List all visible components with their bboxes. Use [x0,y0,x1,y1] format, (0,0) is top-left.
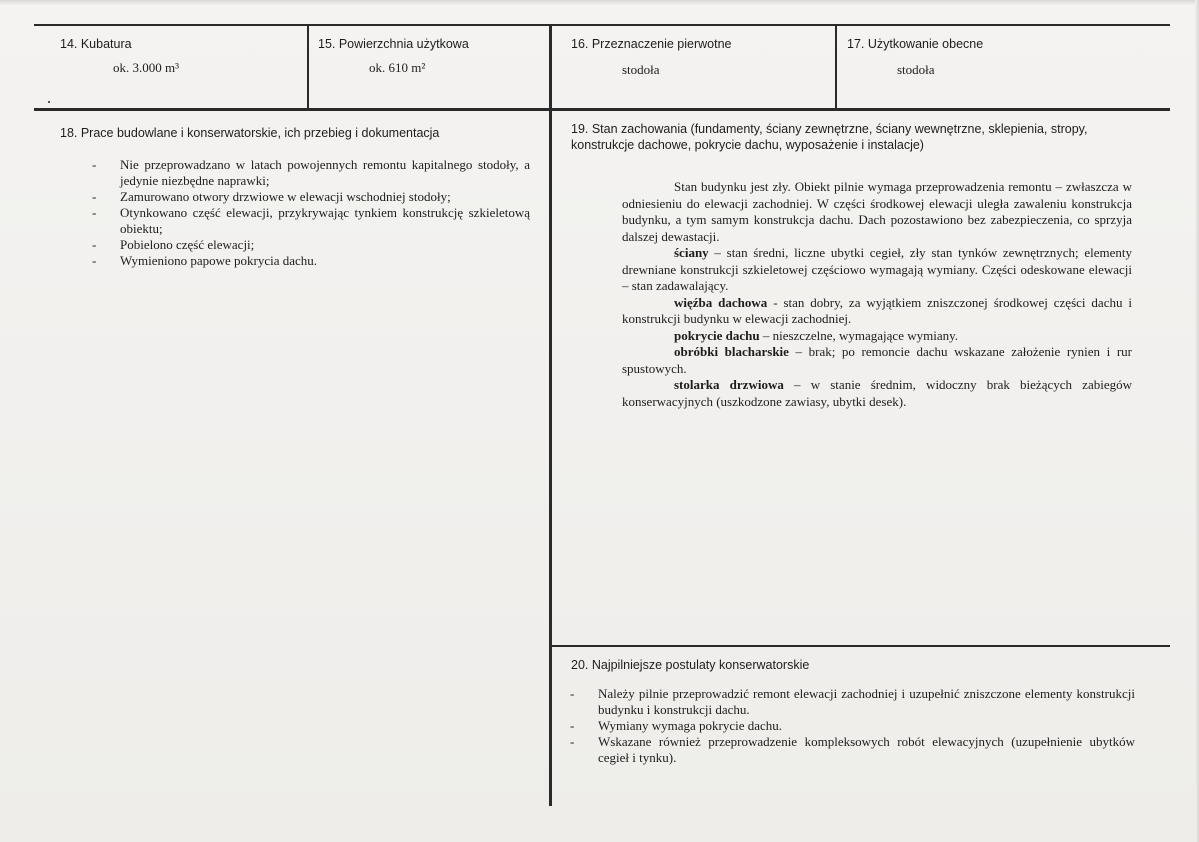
divider-14-15 [307,24,309,111]
field-15-label: 15. Powierzchnia użytkowa [318,37,469,51]
scan-top-edge [0,0,1199,5]
list-item: - Należy pilnie przeprowadzić remont elewacji zachodniej i uzupełnić zniszczone elementy konstrukcji budynku i konstrukcji dachu. [570,686,1135,718]
condition-walls-text: – stan średni, liczne ubytki cegieł, zły stan tynków zewnętrznych; elementy drewniane konstrukcji szkieletowej częściowo wymagają wymiany. Części odeskowane elewacji – stan zadawalający. [622,245,1132,293]
field-14-label: 14. Kubatura [60,37,132,51]
section-18-title: 18. Prace budowlane i konserwatorskie, ich przebieg i dokumentacja [60,126,440,140]
stray-dot [48,101,50,103]
field-15-value: ok. 610 m² [369,60,426,75]
condition-walls [622,245,1132,295]
list-item: - Zamurowano otwory drzwiowe w elewacji wschodniej stodoły; [92,189,530,205]
condition-flashing-text: – brak; po remoncie dachu wskazane założenie rynien i rur spustowych. [622,344,1133,376]
scan-right-edge [1195,0,1199,842]
condition-truss-lead: więźba dachowa [674,294,768,310]
rule-header-bottom [34,108,1170,111]
list-item: - Otynkowano część elewacji, przykrywając tynkiem konstrukcję szkieletową obiektu; [92,205,530,237]
list-item: - Wymieniono papowe pokrycia dachu. [92,253,530,269]
condition-flashing [622,344,1132,377]
section-19-title: 19. Stan zachowania (fundamenty, ściany zewnętrzne, ściany wewnętrzne, sklepienia, stropy, konstrukcje dachowe, pokrycie dachu, wyposażenie i instalacje) [571,122,1088,152]
section-20-list [570,686,1135,766]
condition-doors [622,377,1132,410]
divider-main [549,24,552,806]
rule-top [34,24,1170,26]
condition-truss-text: - stan dobry, za wyjątkiem zniszczonej środkowej części dachu i konstrukcji budynku w elewacji zachodniej. [622,294,1132,326]
condition-truss [622,295,1132,328]
condition-intro: Stan budynku jest zły. Obiekt pilnie wymaga przeprowadzenia remontu – zwłaszcza w odniesieniu do elewacji zachodniej. W części środkowej elewacji uległa zawaleniu konstrukcja budynku, a tym samym konstrukcja dachu. Dach pozostawiono bez zabezpieczenia, co sprzyja dalszej dewastacji. [622,179,1132,244]
section-19-body [622,179,1132,410]
field-17-label: 17. Użytkowanie obecne [847,37,984,51]
field-16-value: stodoła [622,62,660,77]
section-18-list [92,157,530,269]
field-14-value: ok. 3.000 m³ [113,60,180,75]
condition-roofing-text: – nieszczelne, wymagające wymiany. [759,327,958,343]
field-16-label: 16. Przeznaczenie pierwotne [571,37,732,51]
divider-16-17 [835,24,837,111]
list-item: - Wymiany wymaga pokrycie dachu. [570,718,1135,734]
list-item: - Nie przeprowadzano w latach powojennych remontu kapitalnego stodoły, a jedynie niezbędne naprawki; [92,157,530,189]
list-item: - Pobielono część elewacji; [92,237,530,253]
condition-roofing [622,328,1132,345]
rule-section20-top [551,645,1170,647]
condition-flashing-lead: obróbki blacharskie [674,344,789,359]
list-item: - Wskazane również przeprowadzenie kompleksowych robót elewacyjnych (uzupełnienie ubytków cegieł i tynku). [570,734,1135,766]
condition-doors-lead: stolarka drzwiowa [674,377,784,392]
condition-doors-text: – w stanie średnim, widoczny brak bieżących zabiegów konserwacyjnych (uszkodzone zawiasy, ubytki desek). [622,377,1132,409]
section-20-title: 20. Najpilniejsze postulaty konserwatorskie [571,658,810,672]
condition-roofing-lead: pokrycie dachu [674,327,760,343]
field-17-value: stodoła [897,62,935,77]
condition-walls-lead: ściany [674,245,709,260]
